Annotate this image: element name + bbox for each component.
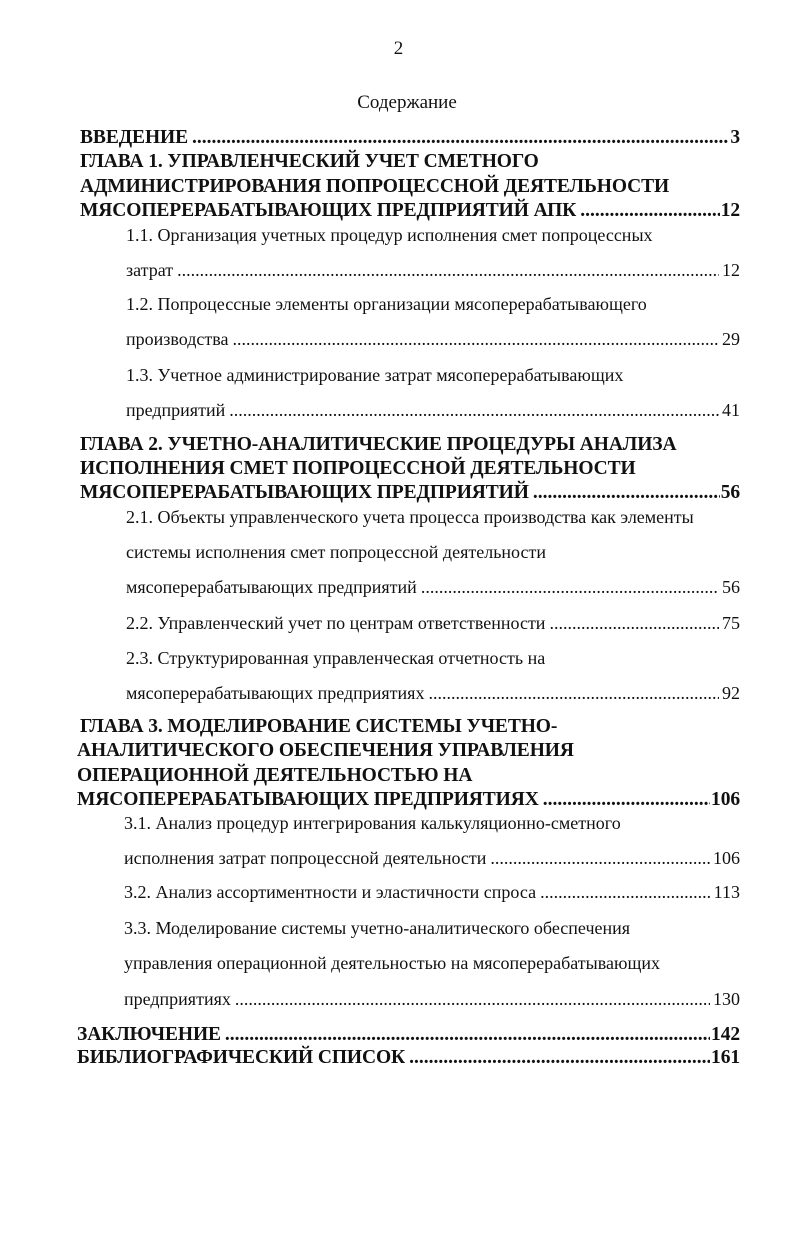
toc-entry-text: затрат	[126, 260, 174, 280]
toc-entry-section-3-1	[124, 848, 740, 869]
toc-entry-text: исполнения затрат попроцессной деятельности	[124, 848, 487, 868]
page-number: 2	[393, 38, 404, 59]
dot-leader	[421, 577, 719, 598]
dot-leader	[428, 683, 719, 704]
section-3-1-line1: 3.1. Анализ процедур интегрирования калькуляционно-сметного	[124, 813, 621, 833]
toc-entry-text: МЯСОПЕРЕРАБАТЫВАЮЩИХ ПРЕДПРИЯТИЙ	[80, 482, 529, 503]
toc-page-number: 3	[730, 127, 740, 148]
toc-entry-section-2-2	[126, 613, 740, 634]
chapter-2-title-line2: ИСПОЛНЕНИЯ СМЕТ ПОПРОЦЕССНОЙ ДЕЯТЕЛЬНОСТИ	[80, 458, 636, 479]
toc-entry-text: производства	[126, 329, 229, 349]
toc-page-number: 56	[722, 577, 740, 597]
chapter-1-title-line2: АДМИНИСТРИРОВАНИЯ ПОПРОЦЕССНОЙ ДЕЯТЕЛЬНОСТИ	[80, 176, 670, 197]
toc-entry-section-3-2	[124, 882, 740, 903]
toc-entry-text: мясоперерабатывающих предприятиях	[126, 683, 425, 703]
dot-leader	[490, 848, 710, 869]
dot-leader	[580, 200, 719, 222]
toc-entry-section-1-3	[126, 400, 740, 421]
dot-leader	[409, 1047, 710, 1069]
chapter-3-title-line1: ГЛАВА 3. МОДЕЛИРОВАНИЕ СИСТЕМЫ УЧЕТНО-	[80, 716, 558, 737]
toc-entry-section-2-3	[126, 683, 740, 704]
toc-entry-chapter-2	[80, 482, 740, 504]
dot-leader	[229, 400, 719, 421]
toc-entry-text: 2.2. Управленческий учет по центрам ответственности	[126, 613, 546, 633]
toc-entry-introduction	[80, 127, 740, 149]
chapter-1-title-line1: ГЛАВА 1. УПРАВЛЕНЧЕСКИЙ УЧЕТ СМЕТНОГО	[80, 151, 539, 172]
dot-leader	[177, 260, 719, 281]
dot-leader	[549, 613, 719, 634]
dot-leader	[543, 789, 710, 811]
toc-page-number: 113	[713, 882, 740, 902]
toc-entry-conclusion	[77, 1024, 740, 1046]
section-3-3-line1: 3.3. Моделирование системы учетно-аналитического обеспечения	[124, 918, 631, 938]
toc-entry-bibliography	[77, 1047, 740, 1069]
toc-page-number: 41	[722, 400, 740, 420]
dot-leader	[225, 1024, 710, 1046]
chapter-2-title-line1: ГЛАВА 2. УЧЕТНО-АНАЛИТИЧЕСКИЕ ПРОЦЕДУРЫ АНАЛИЗА	[80, 434, 677, 455]
dot-leader	[235, 989, 710, 1010]
toc-title: Содержание	[357, 92, 457, 113]
toc-page-number: 92	[722, 683, 740, 703]
chapter-3-title-line2: АНАЛИТИЧЕСКОГО ОБЕСПЕЧЕНИЯ УПРАВЛЕНИЯ	[77, 740, 574, 761]
toc-entry-text: предприятиях	[124, 989, 231, 1009]
toc-entry-text: предприятий	[126, 400, 226, 420]
toc-page-number: 12	[722, 260, 740, 280]
section-2-3-line1: 2.3. Структурированная управленческая отчетность на	[126, 648, 546, 668]
toc-page-number: 142	[711, 1024, 740, 1045]
toc-page-number: 106	[711, 789, 740, 810]
dot-leader	[192, 127, 729, 149]
toc-page-number: 106	[713, 848, 740, 868]
toc-entry-text: МЯСОПЕРЕРАБАТЫВАЮЩИХ ПРЕДПРИЯТИЯХ	[77, 789, 539, 810]
dot-leader	[540, 882, 711, 903]
toc-entry-section-1-1	[126, 260, 740, 281]
section-2-1-line1: 2.1. Объекты управленческого учета процесса производства как элементы	[126, 507, 694, 527]
toc-page-number: 56	[720, 482, 740, 503]
toc-entry-chapter-3	[77, 789, 740, 811]
toc-entry-section-2-1	[126, 577, 740, 598]
toc-page-number: 130	[713, 989, 740, 1009]
toc-entry-section-1-2	[126, 329, 740, 350]
section-1-2-line1: 1.2. Попроцессные элементы организации мясоперерабатывающего	[126, 294, 647, 314]
toc-entry-text: МЯСОПЕРЕРАБАТЫВАЮЩИХ ПРЕДПРИЯТИЙ АПК	[80, 200, 577, 221]
toc-entry-chapter-1	[80, 200, 740, 222]
chapter-3-title-line3: ОПЕРАЦИОННОЙ ДЕЯТЕЛЬНОСТЬЮ НА	[77, 765, 473, 786]
toc-entry-text: мясоперерабатывающих предприятий	[126, 577, 417, 597]
toc-page-number: 75	[722, 613, 740, 633]
toc-entry-section-3-3	[124, 989, 740, 1010]
dot-leader	[533, 482, 720, 504]
section-3-3-line2: управления операционной деятельностью на мясоперерабатывающих	[124, 953, 660, 973]
dot-leader	[233, 329, 720, 350]
toc-entry-text: БИБЛИОГРАФИЧЕСКИЙ СПИСОК	[77, 1047, 406, 1068]
toc-page-number: 29	[722, 329, 740, 349]
toc-page-number: 161	[711, 1047, 740, 1068]
toc-page-number: 12	[720, 200, 740, 221]
toc-entry-text: 3.2. Анализ ассортиментности и эластичности спроса	[124, 882, 537, 902]
toc-entry-text: ВВЕДЕНИЕ	[80, 127, 188, 148]
section-1-1-line1: 1.1. Организация учетных процедур исполнения смет попроцессных	[126, 225, 653, 245]
toc-entry-text: ЗАКЛЮЧЕНИЕ	[77, 1024, 221, 1045]
section-2-1-line2: системы исполнения смет попроцессной деятельности	[126, 542, 546, 562]
section-1-3-line1: 1.3. Учетное администрирование затрат мясоперерабатывающих	[126, 365, 624, 385]
